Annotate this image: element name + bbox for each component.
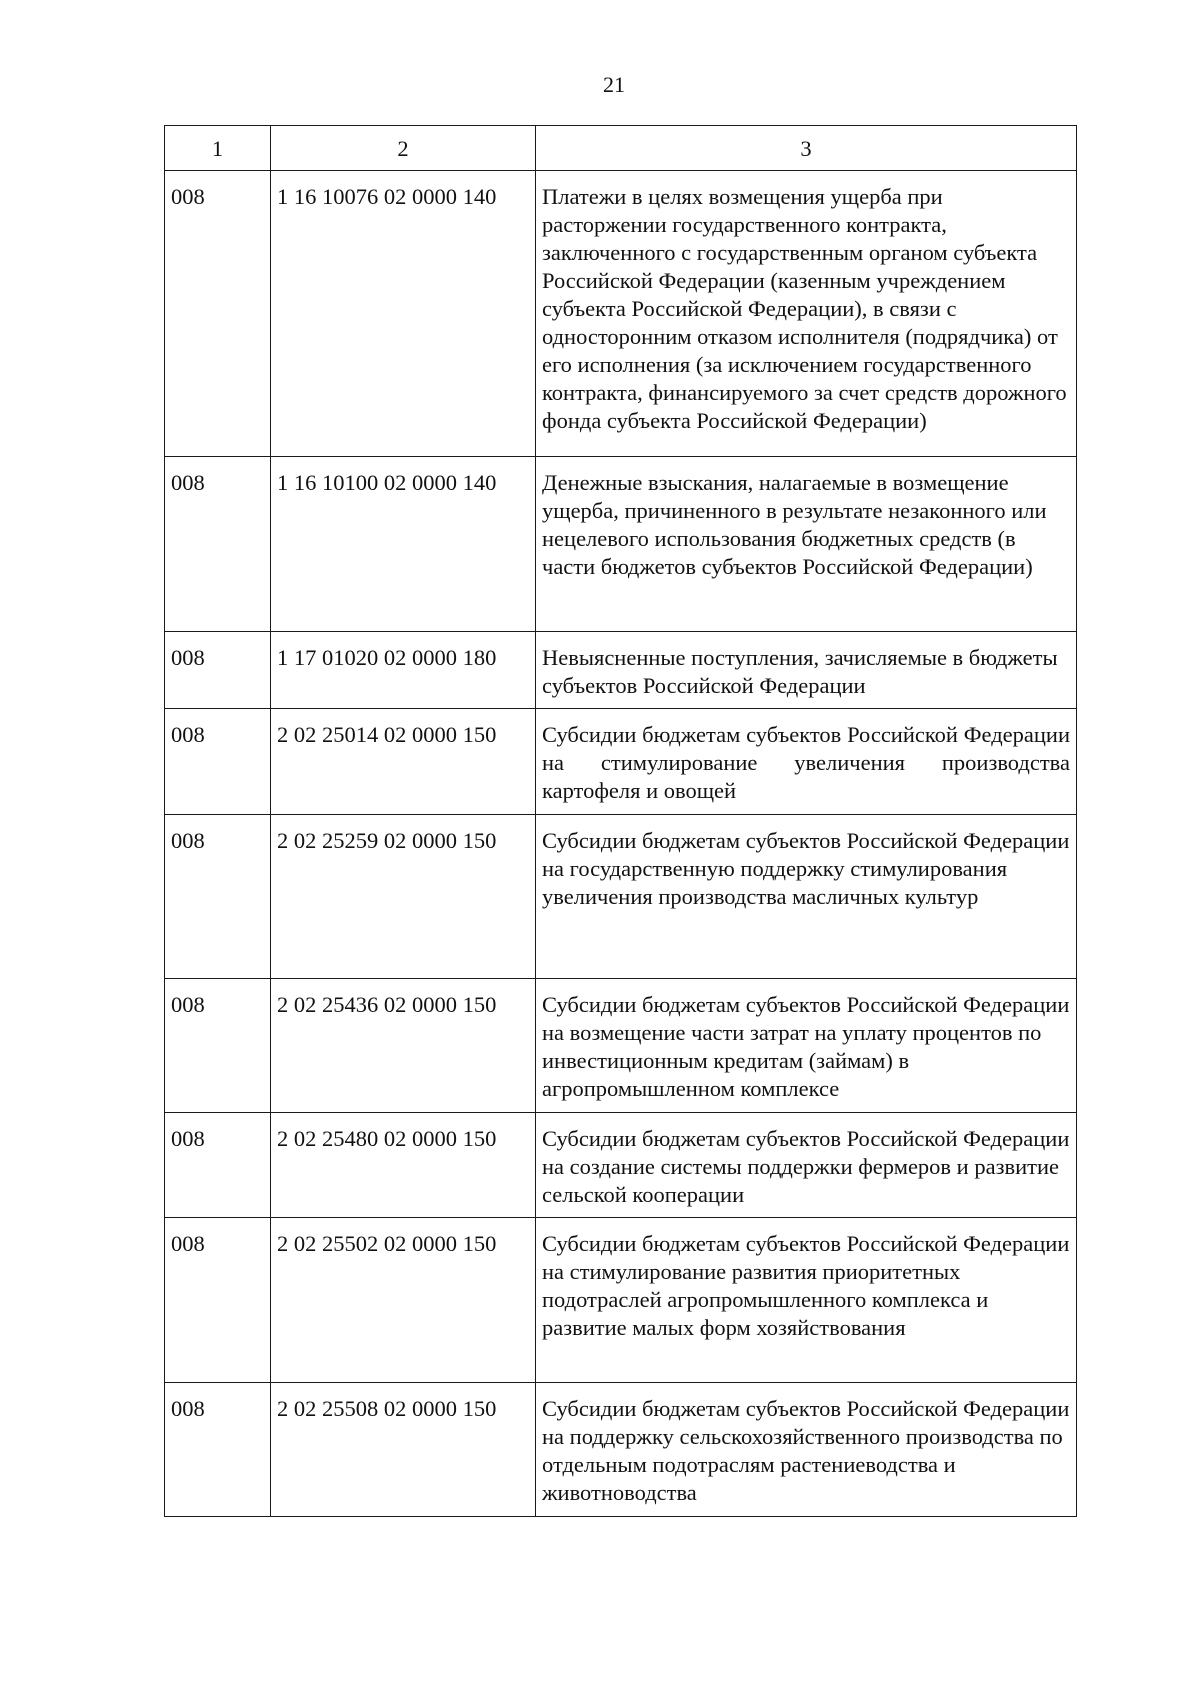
table-row xyxy=(165,457,1077,632)
table-header-row xyxy=(165,126,1077,171)
description-cell: Субсидии бюджетам субъектов Российской Федерации на стимулирование развития приоритетных подотраслей агропромышленного комплекса и развитие малых форм хозяйствования xyxy=(536,1218,1077,1383)
table-row xyxy=(165,1218,1077,1383)
budget-code-cell: 2 02 25259 02 0000 150 xyxy=(271,815,536,979)
revenue-codes-table xyxy=(164,125,1077,1517)
table-row xyxy=(165,1113,1077,1218)
admin-code-cell: 008 xyxy=(165,1113,271,1218)
table-row xyxy=(165,979,1077,1113)
column-header-1: 1 xyxy=(165,126,271,171)
budget-code-cell: 2 02 25436 02 0000 150 xyxy=(271,979,536,1113)
budget-code-cell: 2 02 25502 02 0000 150 xyxy=(271,1218,536,1383)
description-cell: Невыясненные поступления, зачисляемые в бюджеты субъектов Российской Федерации xyxy=(536,632,1077,709)
admin-code-cell: 008 xyxy=(165,1218,271,1383)
admin-code-cell: 008 xyxy=(165,815,271,979)
page-number: 21 xyxy=(603,72,625,97)
description-cell: Субсидии бюджетам субъектов Российской Федерации на государственную поддержку стимулирования увеличения производства масличных культур xyxy=(536,815,1077,979)
budget-code-cell: 2 02 25014 02 0000 150 xyxy=(271,709,536,815)
table-row xyxy=(165,171,1077,457)
description-cell: Платежи в целях возмещения ущерба при расторжении государственного контракта, заключенного с государственным органом субъекта Российской Федерации (казенным учреждением субъекта Российской Федерации), в связи с односторонним отказом исполнителя (подрядчика) от его исполнения (за исключением государственного контракта, финансируемого за счет средств дорожного фонда субъекта Российской Федерации) xyxy=(536,171,1077,457)
table-row xyxy=(165,1383,1077,1517)
column-header-2: 2 xyxy=(271,126,536,171)
budget-code-cell: 1 16 10100 02 0000 140 xyxy=(271,457,536,632)
admin-code-cell: 008 xyxy=(165,979,271,1113)
description-cell: Субсидии бюджетам субъектов Российской Федерации на создание системы поддержки фермеров и развитие сельской кооперации xyxy=(536,1113,1077,1218)
description-cell: Субсидии бюджетам субъектов Российской Федерации на стимулирование увеличения производства картофеля и овощей xyxy=(536,709,1077,815)
budget-code-cell: 1 17 01020 02 0000 180 xyxy=(271,632,536,709)
budget-code-cell: 1 16 10076 02 0000 140 xyxy=(271,171,536,457)
budget-code-cell: 2 02 25480 02 0000 150 xyxy=(271,1113,536,1218)
table-row xyxy=(165,815,1077,979)
description-cell: Субсидии бюджетам субъектов Российской Федерации на возмещение части затрат на уплату процентов по инвестиционным кредитам (займам) в агропромышленном комплексе xyxy=(536,979,1077,1113)
admin-code-cell: 008 xyxy=(165,171,271,457)
admin-code-cell: 008 xyxy=(165,709,271,815)
description-cell: Денежные взыскания, налагаемые в возмещение ущерба, причиненного в результате незаконного или нецелевого использования бюджетных средств (в части бюджетов субъектов Российской Федерации) xyxy=(536,457,1077,632)
admin-code-cell: 008 xyxy=(165,457,271,632)
description-cell: Субсидии бюджетам субъектов Российской Федерации на поддержку сельскохозяйственного производства по отдельным подотраслям растениеводства и животноводства xyxy=(536,1383,1077,1517)
budget-code-cell: 2 02 25508 02 0000 150 xyxy=(271,1383,536,1517)
admin-code-cell: 008 xyxy=(165,1383,271,1517)
column-header-3: 3 xyxy=(536,126,1077,171)
admin-code-cell: 008 xyxy=(165,632,271,709)
table-row xyxy=(165,709,1077,815)
table-row xyxy=(165,632,1077,709)
